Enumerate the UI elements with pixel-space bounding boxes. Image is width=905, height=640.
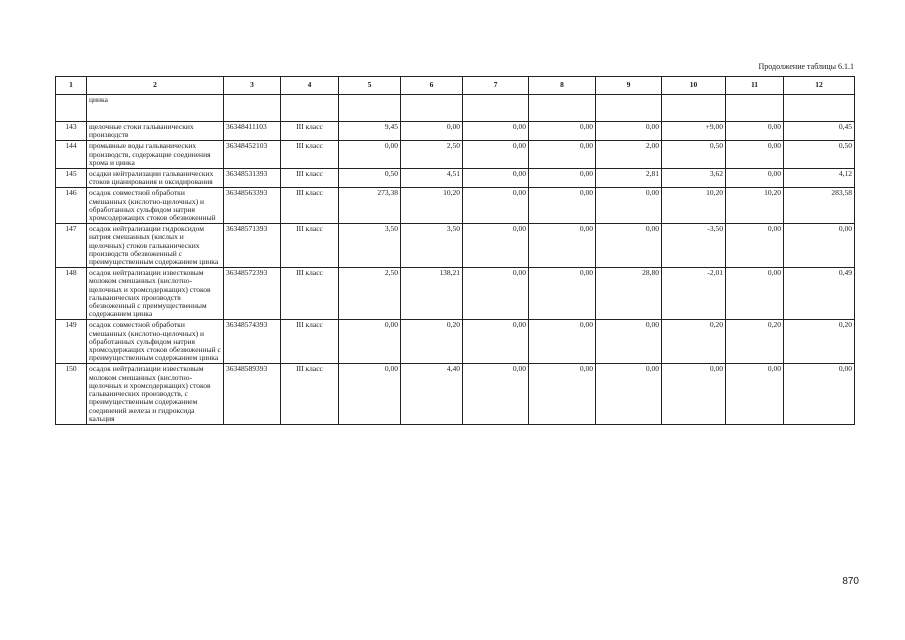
fkko-code: 36348411103 [224,122,281,141]
cell-value [463,95,529,122]
column-header: 6 [401,77,463,95]
cell-value: 0,00 [662,364,726,424]
cell-value: 0,00 [463,224,529,268]
column-header: 9 [596,77,662,95]
cell-value: 0,00 [726,141,784,169]
fkko-code: 36348571393 [224,224,281,268]
column-header: 8 [529,77,596,95]
fkko-code: 36348563393 [224,188,281,224]
fkko-code: 36348452103 [224,141,281,169]
cell-value: 0,00 [463,169,529,188]
cell-value [339,95,401,122]
cell-value: 0,00 [596,364,662,424]
hazard-class: III класс [281,141,339,169]
column-header: 5 [339,77,401,95]
cell-value: 0,00 [529,268,596,320]
waste-name: цинка [87,95,224,122]
cell-value: 0,00 [339,364,401,424]
cell-value: 0,00 [529,141,596,169]
cell-value: 3,50 [339,224,401,268]
table-row [56,122,855,141]
cell-value: 0,00 [596,188,662,224]
cell-value: 0,00 [529,320,596,364]
cell-value: 0,50 [784,141,855,169]
cell-value [662,95,726,122]
cell-value: 0,00 [463,268,529,320]
cell-value: 138,21 [401,268,463,320]
cell-value: 4,40 [401,364,463,424]
waste-name: щелочные стоки гальванических производств [87,122,224,141]
row-number [56,95,87,122]
fkko-code [224,95,281,122]
cell-value: 0,00 [726,364,784,424]
cell-value: 0,50 [339,169,401,188]
cell-value: 0,45 [784,122,855,141]
table-row [56,320,855,364]
table-row [56,169,855,188]
cell-value: 0,00 [529,169,596,188]
row-number: 148 [56,268,87,320]
cell-value: 10,20 [662,188,726,224]
cell-value: 0,00 [463,141,529,169]
hazard-class [281,95,339,122]
table-row [56,188,855,224]
cell-value: 0,00 [596,122,662,141]
cell-value: 2,81 [596,169,662,188]
cell-value [401,95,463,122]
column-header: 7 [463,77,529,95]
cell-value [784,95,855,122]
table-continuation-caption: Продолжение таблицы 6.1.1 [758,62,854,71]
waste-name: осадок нейтрализации гидроксидом натрия смешанных (кислых и щелочных) стоков гальванических производств обезвоженный с преимущественным содержанием цинка [87,224,224,268]
cell-value: 0,00 [339,141,401,169]
cell-value: 2,00 [596,141,662,169]
cell-value: 2,50 [339,268,401,320]
cell-value: 0,00 [529,188,596,224]
cell-value: 0,00 [463,364,529,424]
cell-value: 28,80 [596,268,662,320]
hazard-class: III класс [281,320,339,364]
cell-value: 0,00 [401,122,463,141]
column-header: 11 [726,77,784,95]
hazard-class: III класс [281,268,339,320]
cell-value: 0,00 [784,224,855,268]
cell-value: 283,58 [784,188,855,224]
waste-name: осадок совместной обработки смешанных (кислотно-щелочных) и обработанных сульфидом натрия хромсодержащих стоков обезвоженный с преимущественным содержанием цинка [87,320,224,364]
row-number: 147 [56,224,87,268]
cell-value: 0,49 [784,268,855,320]
cell-value: 4,51 [401,169,463,188]
cell-value: 0,00 [726,122,784,141]
cell-value: 0,00 [726,268,784,320]
hazard-class: III класс [281,169,339,188]
cell-value: 3,50 [401,224,463,268]
cell-value: 0,00 [463,320,529,364]
cell-value: 9,45 [339,122,401,141]
cell-value: 4,12 [784,169,855,188]
cell-value: 0,20 [726,320,784,364]
column-header: 4 [281,77,339,95]
fkko-code: 36348574393 [224,320,281,364]
page-number: 870 [842,576,859,587]
cell-value: 0,00 [339,320,401,364]
cell-value [529,95,596,122]
waste-name: осадок совместной обработки смешанных (кислотно-щелочных) и обработанных сульфидом натрия хромсодержащих стоков обезвоженный [87,188,224,224]
cell-value: 0,00 [529,224,596,268]
column-header: 3 [224,77,281,95]
cell-value [596,95,662,122]
header-row [56,77,855,95]
cell-value: 0,00 [529,364,596,424]
waste-name: осадок нейтрализации известковым молоком смешанных (кислотно-щелочных и хромсодержащих) стоков гальванических производств обезвоженный с преимущественным содержанием цинка [87,268,224,320]
cell-value: 0,00 [596,224,662,268]
hazard-class: III класс [281,188,339,224]
row-number: 144 [56,141,87,169]
cell-value: 0,00 [463,188,529,224]
row-number: 146 [56,188,87,224]
cell-value: +9,00 [662,122,726,141]
row-number: 145 [56,169,87,188]
cell-value: 0,00 [463,122,529,141]
cell-value: 0,00 [529,122,596,141]
cell-value [726,95,784,122]
row-number: 150 [56,364,87,424]
table-row [56,364,855,424]
cell-value: 0,00 [596,320,662,364]
cell-value: 0,50 [662,141,726,169]
table-row [56,224,855,268]
fkko-code: 36348572393 [224,268,281,320]
cell-value: -2,01 [662,268,726,320]
cell-value: -3,50 [662,224,726,268]
cell-value: 0,00 [726,224,784,268]
fkko-code: 36348531393 [224,169,281,188]
cell-value: 10,20 [726,188,784,224]
waste-name: промывные воды гальванических производств, содержащие соединения хрома и цинка [87,141,224,169]
fkko-code: 36348589393 [224,364,281,424]
column-header: 1 [56,77,87,95]
cell-value: 3,62 [662,169,726,188]
cell-value: 10,20 [401,188,463,224]
waste-name: осадок нейтрализации известковым молоком смешанных (кислотно-щелочных и хромсодержащих) стоков гальванических производств, с преимущественным содержанием соединений железа и гидроксида кальция [87,364,224,424]
column-header: 2 [87,77,224,95]
table-row [56,268,855,320]
cell-value: 0,20 [662,320,726,364]
cell-value: 0,00 [784,364,855,424]
cell-value: 0,20 [784,320,855,364]
table-row [56,141,855,169]
waste-table [55,76,855,425]
row-number: 143 [56,122,87,141]
hazard-class: III класс [281,122,339,141]
row-number: 149 [56,320,87,364]
table-row [56,95,855,122]
column-header: 10 [662,77,726,95]
cell-value: 273,38 [339,188,401,224]
cell-value: 0,20 [401,320,463,364]
hazard-class: III класс [281,224,339,268]
column-header: 12 [784,77,855,95]
cell-value: 0,00 [726,169,784,188]
waste-name: осадки нейтрализации гальванических стоков цианирования и оксидирования [87,169,224,188]
cell-value: 2,50 [401,141,463,169]
hazard-class: III класс [281,364,339,424]
